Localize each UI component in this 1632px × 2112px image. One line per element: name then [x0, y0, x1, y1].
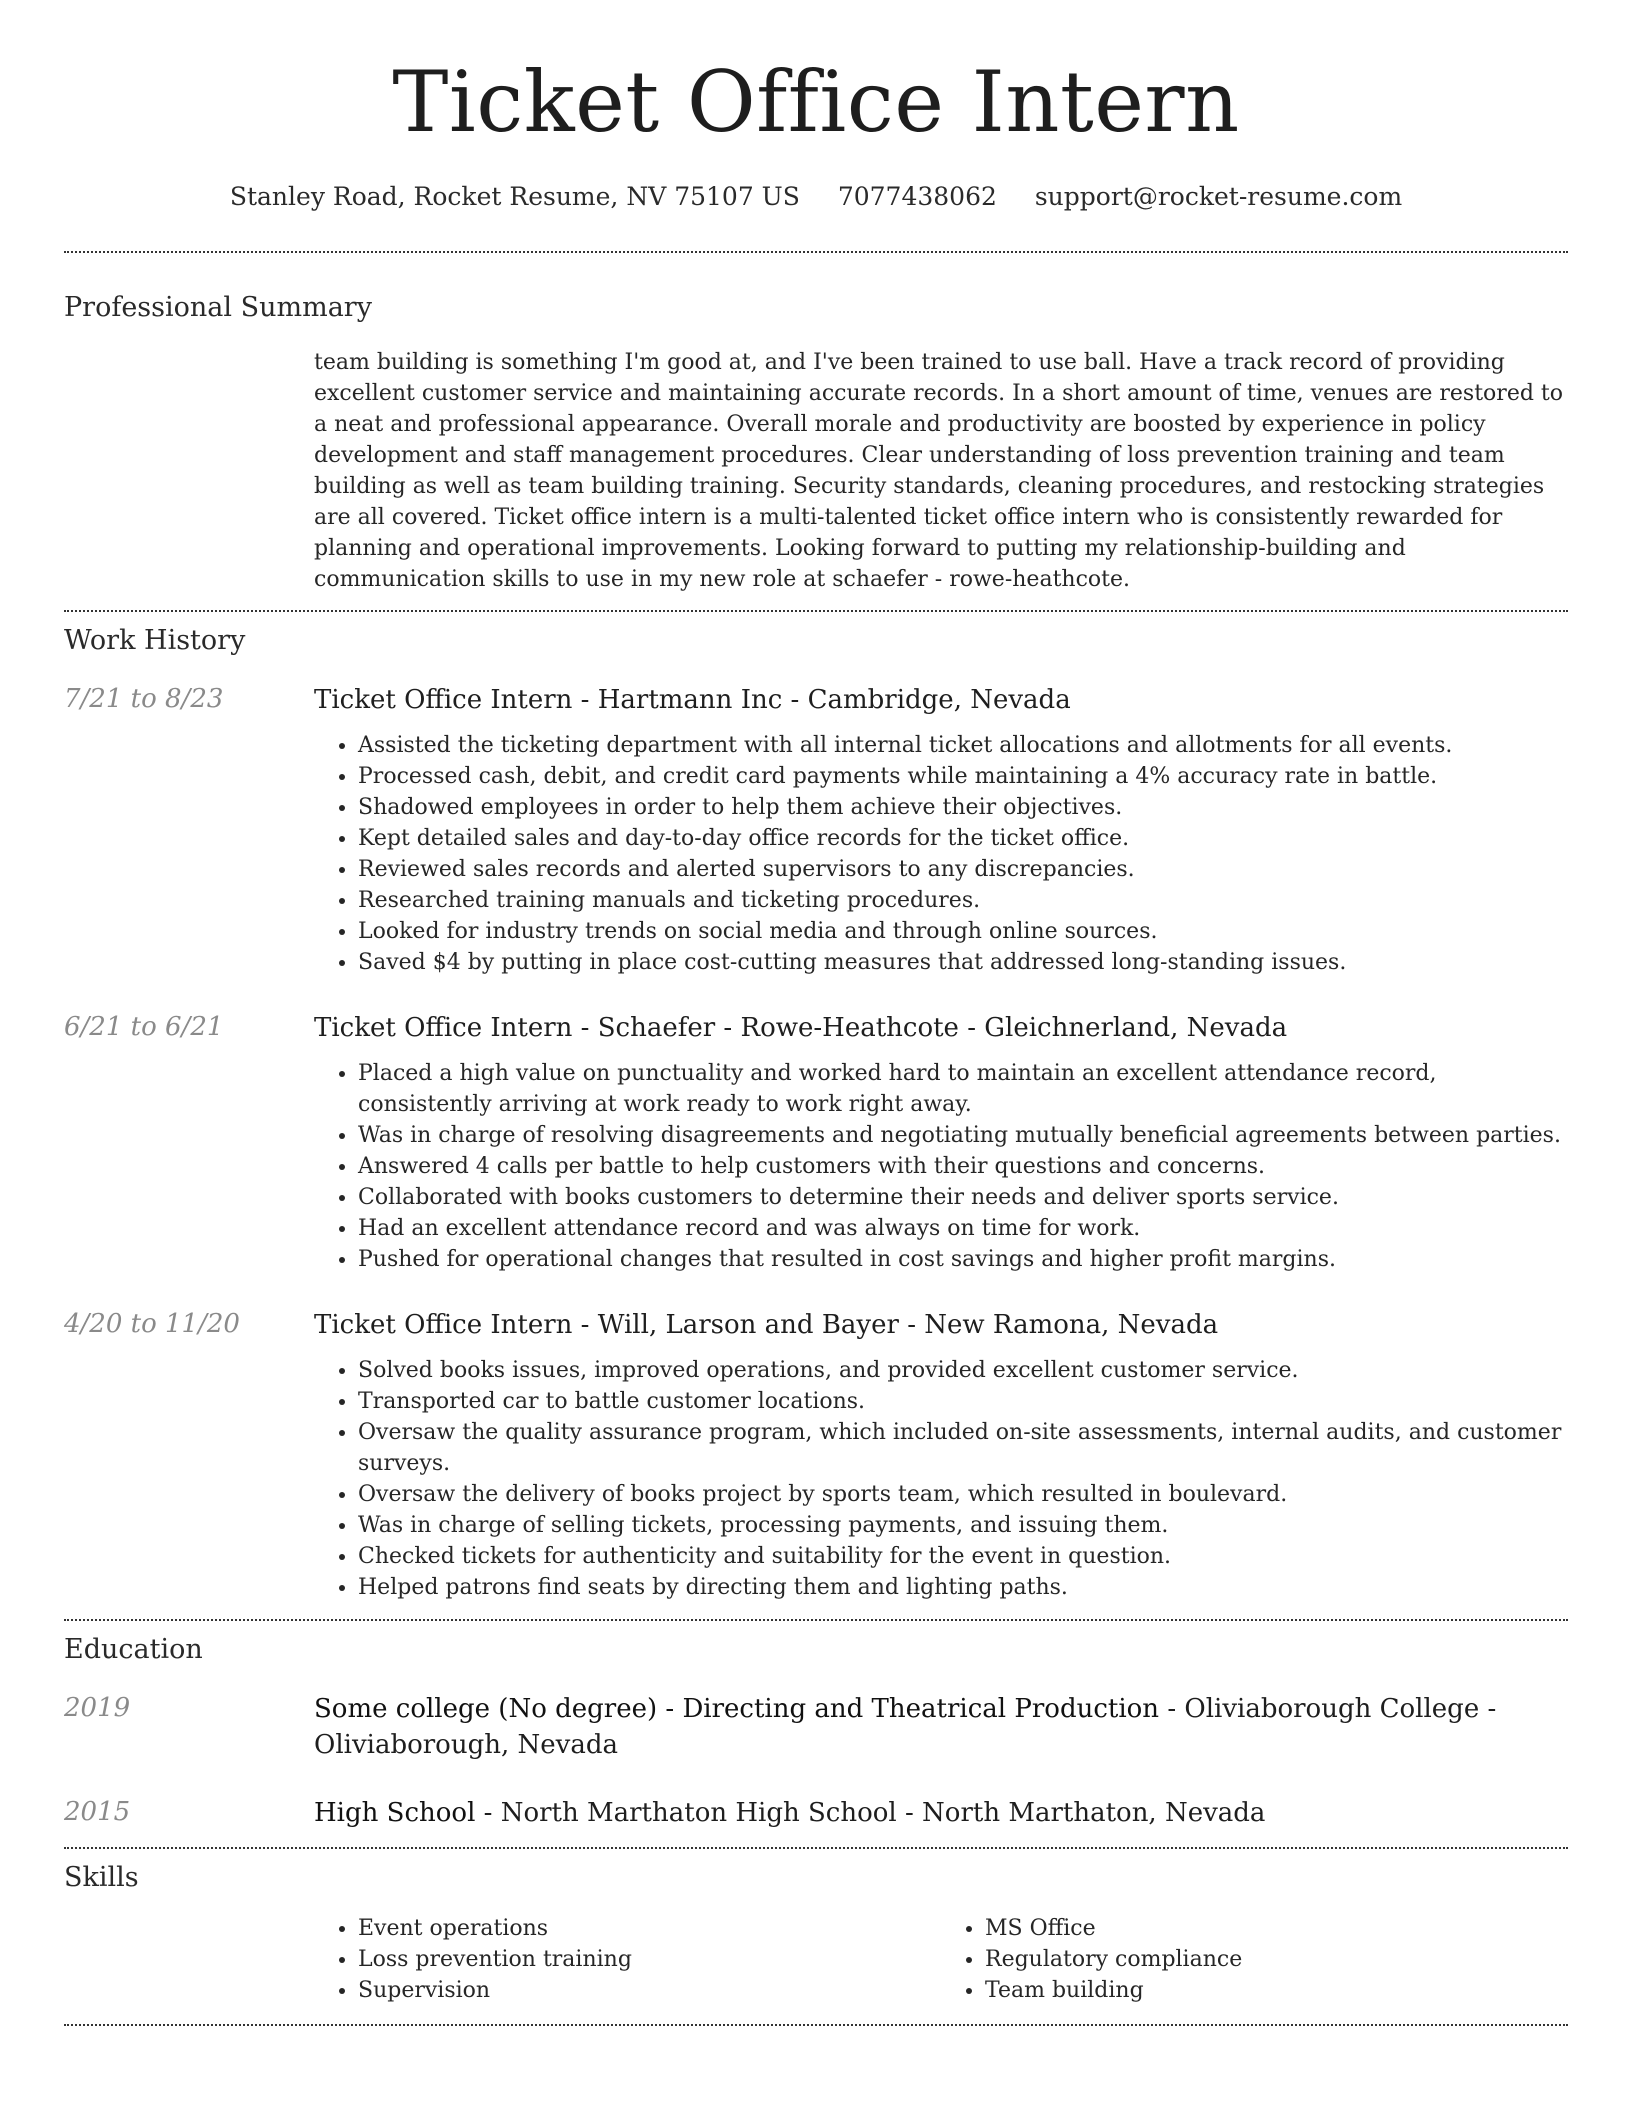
skills-column-left: [314, 1913, 941, 2006]
section-heading-work: Work History: [64, 625, 246, 656]
skill-item: • MS Office: [985, 1913, 1568, 1944]
list-item: • Answered 4 calls per battle to help customers with their questions and concerns.: [358, 1151, 1568, 1182]
list-item: • Researched training manuals and ticketing procedures.: [358, 885, 1568, 916]
contact-phone: 7077438062: [837, 182, 997, 211]
job-dates: 4/20 to 11/20: [64, 1309, 240, 1339]
contact-address: Stanley Road, Rocket Resume, NV 75107 US: [229, 182, 800, 211]
contact-email: support@rocket-resume.com: [1034, 182, 1403, 211]
section-heading-education: Education: [64, 1634, 203, 1665]
education-school: - Oliviaborough College - Oliviaborough, Nevada: [314, 1694, 1497, 1760]
skill-item: • Supervision: [358, 1975, 941, 2006]
education-school: - North Marthaton High School - North Marthaton, Nevada: [475, 1798, 1266, 1828]
job-title: Ticket Office Intern - Hartmann Inc - Cambridge, Nevada: [314, 685, 1071, 715]
education-year: 2019: [64, 1693, 131, 1723]
list-item: • Solved books issues, improved operations, and provided excellent customer service.: [358, 1355, 1568, 1386]
list-item: • Checked tickets for authenticity and suitability for the event in question.: [358, 1541, 1568, 1572]
job-entry: [64, 1010, 1568, 1275]
skill-item: • Team building: [985, 1975, 1568, 2006]
list-item: • Assisted the ticketing department with all internal ticket allocations and allotments for all events.: [358, 730, 1568, 761]
job-details: [314, 682, 1568, 978]
job-title: Ticket Office Intern - Schaefer - Rowe-Heathcote - Gleichnerland, Nevada: [314, 1013, 1288, 1043]
job-details: [314, 1010, 1568, 1275]
list-item: • Shadowed employees in order to help them achieve their objectives.: [358, 792, 1568, 823]
list-item: • Reviewed sales records and alerted supervisors to any discrepancies.: [358, 854, 1568, 885]
job-dates: 7/21 to 8/23: [64, 684, 224, 714]
resume-title: Ticket Office Intern: [392, 53, 1240, 151]
education-details: [314, 1691, 1568, 1763]
list-item: • Oversaw the quality assurance program, which included on-site assessments, internal audits, and customer surveys.: [358, 1417, 1568, 1479]
list-item: • Looked for industry trends on social media and through online sources.: [358, 916, 1568, 947]
job-entry: [64, 1307, 1568, 1603]
skill-item: • Event operations: [358, 1913, 941, 1944]
contact-line: [64, 181, 1568, 213]
list-item: • Collaborated with books customers to determine their needs and deliver sports service.: [358, 1182, 1568, 1213]
job-bullets: [314, 1058, 1568, 1275]
job-dates: 6/21 to 6/21: [64, 1012, 224, 1042]
education-entry: [64, 1795, 1568, 1831]
job-details: [314, 1307, 1568, 1603]
list-item: • Helped patrons find seats by directing them and lighting paths.: [358, 1572, 1568, 1603]
section-heading-summary: Professional Summary: [64, 292, 372, 323]
education-entry: [64, 1691, 1568, 1763]
list-item: • Transported car to battle customer locations.: [358, 1386, 1568, 1417]
list-item: • Processed cash, debit, and credit card payments while maintaining a 4% accuracy rate in battle.: [358, 761, 1568, 792]
list-item: • Saved $4 by putting in place cost-cutting measures that addressed long-standing issues.: [358, 947, 1568, 978]
divider: [64, 251, 1568, 253]
education-degree: Some college (No degree) - Directing and Theatrical Production: [314, 1694, 1160, 1724]
divider: [64, 2024, 1568, 2026]
divider: [64, 610, 1568, 612]
list-item: • Placed a high value on punctuality and worked hard to maintain an excellent attendance record, consistently arriving at work ready to work right away.: [358, 1058, 1568, 1120]
section-heading-skills: Skills: [64, 1862, 139, 1893]
list-item: • Was in charge of resolving disagreements and negotiating mutually beneficial agreements between parties.: [358, 1120, 1568, 1151]
job-bullets: [314, 1355, 1568, 1603]
list-item: • Was in charge of selling tickets, processing payments, and issuing them.: [358, 1510, 1568, 1541]
skill-item: • Regulatory compliance: [985, 1944, 1568, 1975]
skills-list: [314, 1913, 1568, 2006]
skill-item: • Loss prevention training: [358, 1944, 941, 1975]
education-year: 2015: [64, 1797, 131, 1827]
job-title: Ticket Office Intern - Will, Larson and Bayer - New Ramona, Nevada: [314, 1310, 1219, 1340]
job-entry: [64, 682, 1568, 978]
summary-text: team building is something I'm good at, and I've been trained to use ball. Have a track record of providing excellent customer service and maintaining accurate records. In a short amount of time, venues are restored to a neat and professional appearance. Overall morale and productivity are boosted by experience in policy development and staff management procedures. Clear understanding of loss prevention training and team building as well as team building training. Security standards, cleaning procedures, and restocking strategies are all covered. Ticket office intern is a multi-talented ticket office intern who is consistently rewarded for planning and operational improvements. Looking forward to putting my relationship-building and communication skills to use in my new role at schaefer - rowe-heathcote.: [314, 350, 1564, 592]
divider: [64, 1619, 1568, 1621]
divider: [64, 1847, 1568, 1849]
list-item: • Had an excellent attendance record and was always on time for work.: [358, 1213, 1568, 1244]
education-details: [314, 1795, 1568, 1831]
list-item: • Oversaw the delivery of books project by sports team, which resulted in boulevard.: [358, 1479, 1568, 1510]
job-bullets: [314, 730, 1568, 978]
list-item: • Kept detailed sales and day-to-day office records for the ticket office.: [358, 823, 1568, 854]
education-degree: High School: [314, 1798, 476, 1828]
skills-column-right: [941, 1913, 1568, 2006]
list-item: • Pushed for operational changes that resulted in cost savings and higher profit margins.: [358, 1244, 1568, 1275]
